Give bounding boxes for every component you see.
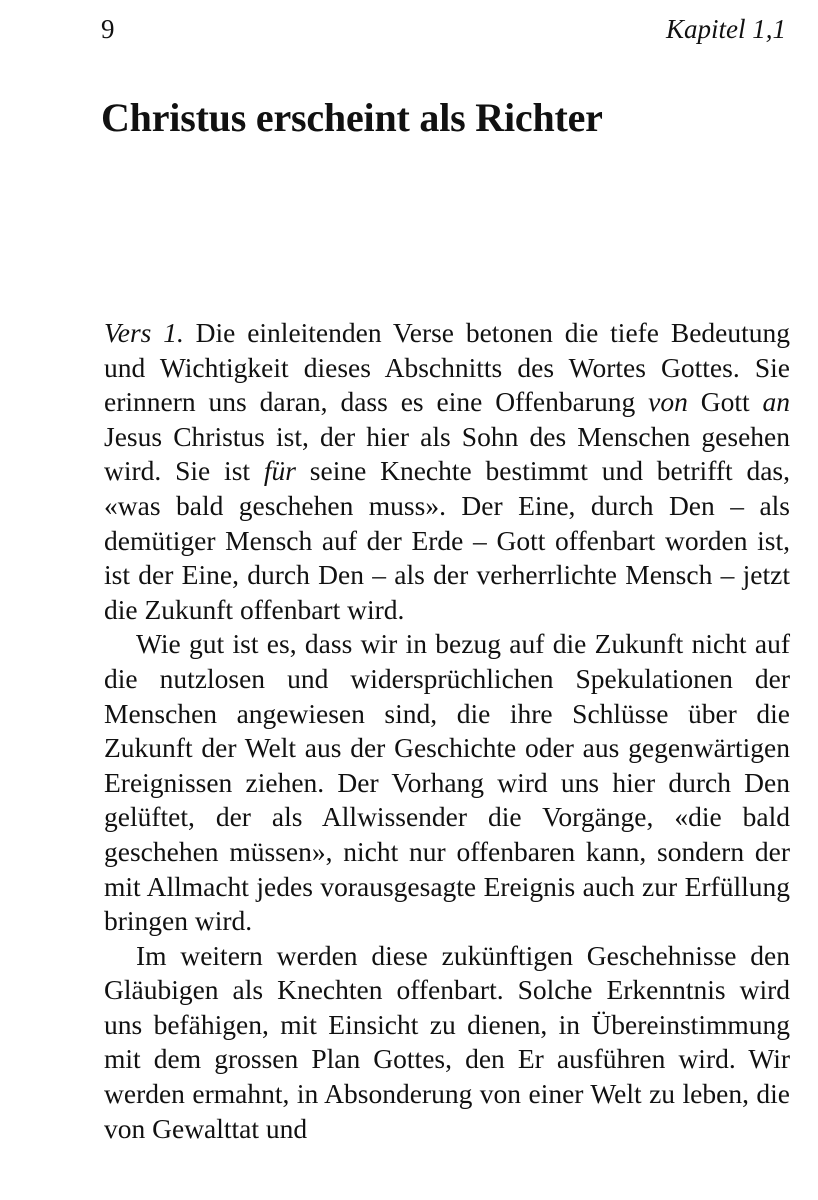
emphasis-fuer: für: [263, 455, 296, 487]
verse-label: Vers 1.: [104, 317, 184, 348]
emphasis-von: von: [648, 386, 688, 418]
paragraph-1: [104, 316, 790, 627]
running-head: Kapitel 1,1: [666, 14, 786, 44]
paragraph-1-text-b: Gott: [700, 386, 750, 418]
page-number: 9: [101, 14, 115, 44]
emphasis-an: an: [762, 386, 791, 418]
body-text: [104, 316, 790, 1146]
chapter-title: Christus erscheint als Richter: [101, 95, 603, 140]
paragraph-1-text-d: seine Knechte bestimmt und betrifft das, «was bald geschehen muss». Der Eine, durch Den – als demütiger Mensch auf der Erde – Gott offenbart worden ist, ist der Eine, durch Den – als der verherrlichte Mensch – jetzt die Zukunft offenbart wird.: [104, 455, 791, 625]
paragraph-1-text-a: Die einleitenden Verse betonen die tiefe Bedeutung und Wichtigkeit dieses Abschnitts des Wortes Gottes. Sie erinnern uns daran, dass es eine Offenbarung: [104, 317, 790, 418]
paragraph-3: Im weitern werden diese zukünftigen Geschehnisse den Gläubigen als Knechten offenbart. Solche Erkenntnis wird uns befähigen, mit Einsicht zu dienen, in Übereinstimmung mit dem grossen Plan Gottes, den Er ausführen wird. Wir werden ermahnt, in Absonderung von einer Welt zu leben, die von Gewalttat und: [104, 939, 790, 1144]
paragraph-2: Wie gut ist es, dass wir in bezug auf die Zukunft nicht auf die nutzlosen und widersprüchlichen Spekulationen der Menschen angewiesen sind, die ihre Schlüsse über die Zukunft der Welt aus der Geschichte oder aus gegenwärtigen Ereignissen ziehen. Der Vorhang wird uns hier durch Den gelüftet, der als Allwissender die Vorgänge, «die bald geschehen müssen», nicht nur offenbaren kann, sondern der mit Allmacht jedes vorausgesagte Ereignis auch zur Erfüllung bringen wird.: [104, 628, 790, 937]
paragraph-1-text-c: Jesus Christus ist, der hier als Sohn des Menschen gesehen wird. Sie ist: [104, 420, 790, 487]
